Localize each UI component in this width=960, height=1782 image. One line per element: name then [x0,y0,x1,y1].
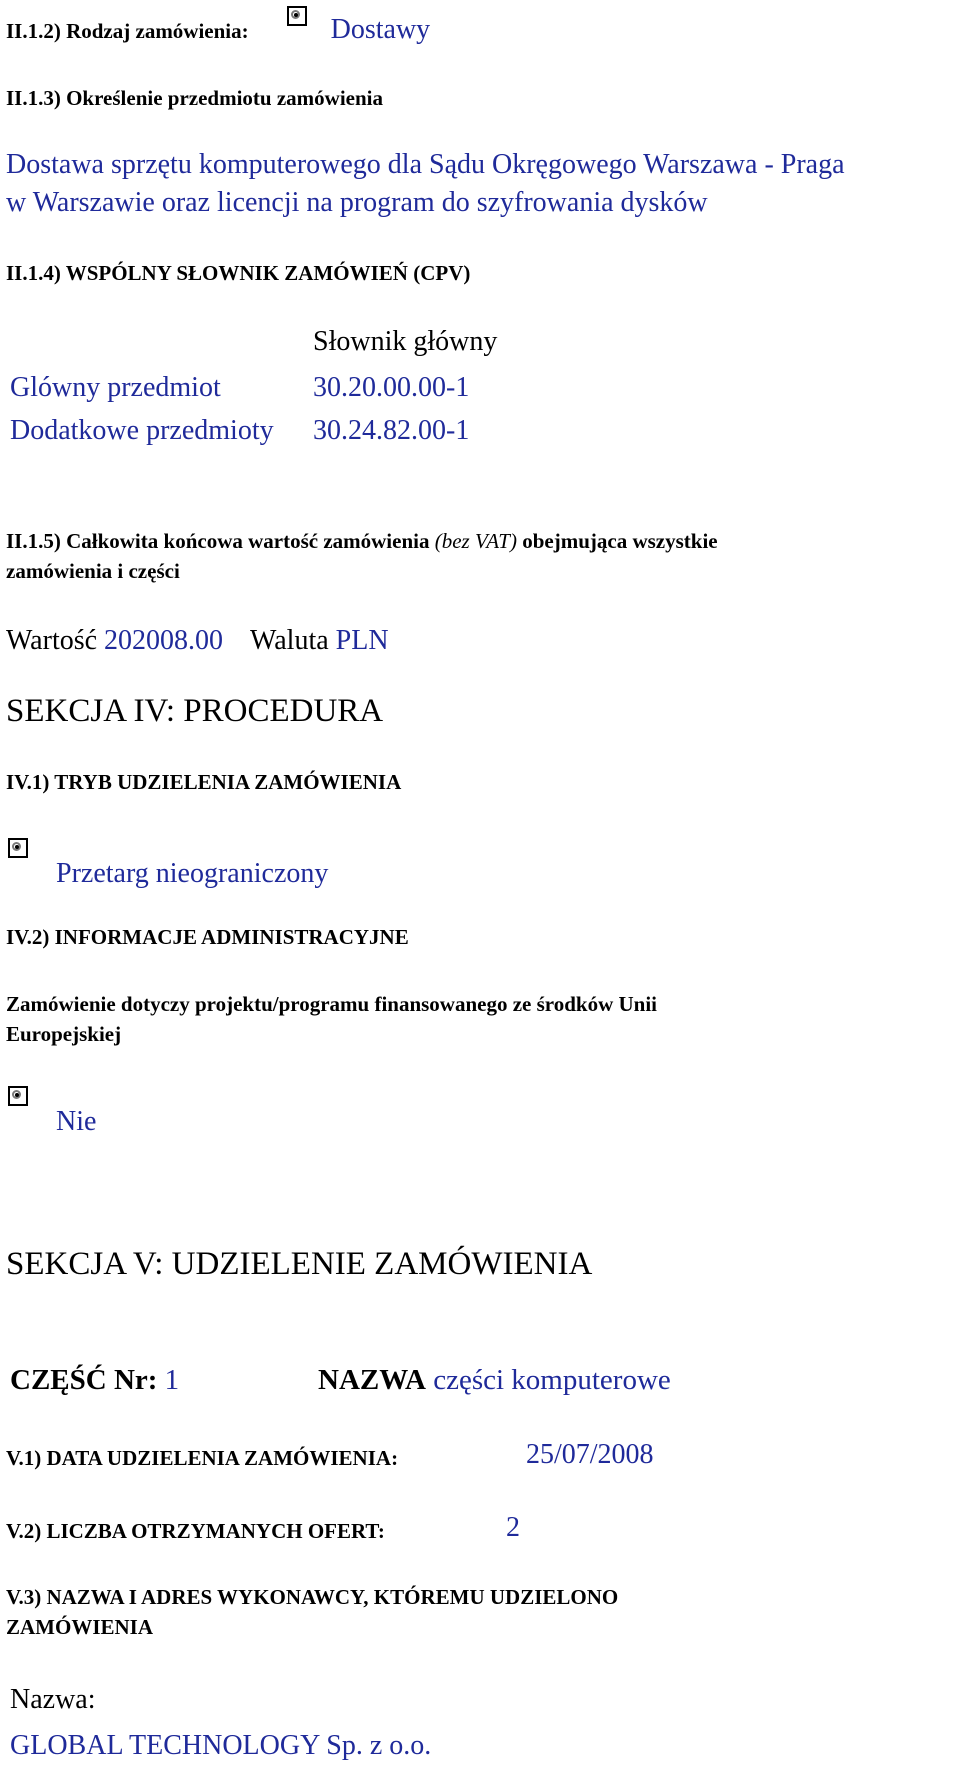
cpv-additional-label: Dodatkowe przedmioty [10,415,274,446]
total-value-heading-a: II.1.5) Całkowita końcowa wartość zamówienia [6,529,430,553]
section-iv-title: SEKCJA IV: PROCEDURA [6,693,384,729]
iv1-value: Przetarg nieograniczony [56,858,329,889]
value-amount: 202008.00 [104,625,224,656]
eu-funding-line1: Zamówienie dotyczy projektu/programu finansowanego ze środków Unii [6,992,658,1016]
cpv-main-code: 30.20.00.00-1 [313,372,470,403]
iv1-row [8,838,28,858]
part-name-value: części komputerowe [433,1364,671,1396]
eu-funding-line2: Europejskiej [6,1022,122,1046]
subject-text-line1: Dostawa sprzętu komputerowego dla Sądu Okręgowego Warszawa - Praga [6,149,845,180]
radio-checked-icon [8,838,28,858]
total-value-heading-b: obejmująca wszystkie [522,529,718,553]
v1-value: 25/07/2008 [526,1439,654,1470]
v1-heading: V.1) DATA UDZIELENIA ZAMÓWIENIA: [6,1446,399,1470]
part-number: 1 [164,1364,180,1396]
currency-value: PLN [335,625,389,656]
eu-funding-value: Nie [56,1106,97,1137]
total-value-heading [6,529,718,554]
contractor-name-label: Nazwa: [10,1684,96,1715]
iv2-heading: IV.2) INFORMACJE ADMINISTRACYJNE [6,925,409,949]
cpv-additional-code: 30.24.82.00-1 [313,415,470,446]
part-label: CZĘŚĆ Nr: [10,1364,158,1396]
v3-heading-line2: ZAMÓWIENIA [6,1615,154,1639]
cpv-column-header: Słownik główny [313,326,498,357]
subject-heading: II.1.3) Określenie przedmiotu zamówienia [6,86,383,110]
order-type-label: II.1.2) Rodzaj zamówienia: [6,19,249,43]
radio-checked-icon [8,1086,28,1106]
v2-value: 2 [506,1512,520,1543]
radio-checked-icon [287,6,307,26]
eu-row [8,1086,28,1106]
total-value-heading-line2: zamówienia i części [6,559,180,583]
subject-text-line2: w Warszawie oraz licencji na program do szyfrowania dysków [6,187,708,218]
part-row [10,1364,179,1397]
part-name-row [318,1364,671,1397]
section-v-title: SEKCJA V: UDZIELENIE ZAMÓWIENIA [6,1246,593,1282]
value-row [6,625,389,657]
order-type-row [6,14,430,46]
part-name-label: NAZWA [318,1364,426,1396]
value-label: Wartość [6,625,98,656]
v3-heading-line1: V.3) NAZWA I ADRES WYKONAWCY, KTÓREMU UDZIELONO [6,1585,619,1609]
order-type-value: Dostawy [330,14,431,45]
v2-heading: V.2) LICZBA OTRZYMANYCH OFERT: [6,1519,385,1543]
iv1-heading: IV.1) TRYB UDZIELENIA ZAMÓWIENIA [6,770,402,794]
currency-label: Waluta [250,625,329,656]
contractor-name-value: GLOBAL TECHNOLOGY Sp. z o.o. [10,1730,432,1761]
total-value-heading-italic: (bez VAT) [434,529,517,553]
cpv-main-label: Glówny przedmiot [10,372,221,403]
cpv-heading: II.1.4) WSPÓLNY SŁOWNIK ZAMÓWIEŃ (CPV) [6,261,471,285]
